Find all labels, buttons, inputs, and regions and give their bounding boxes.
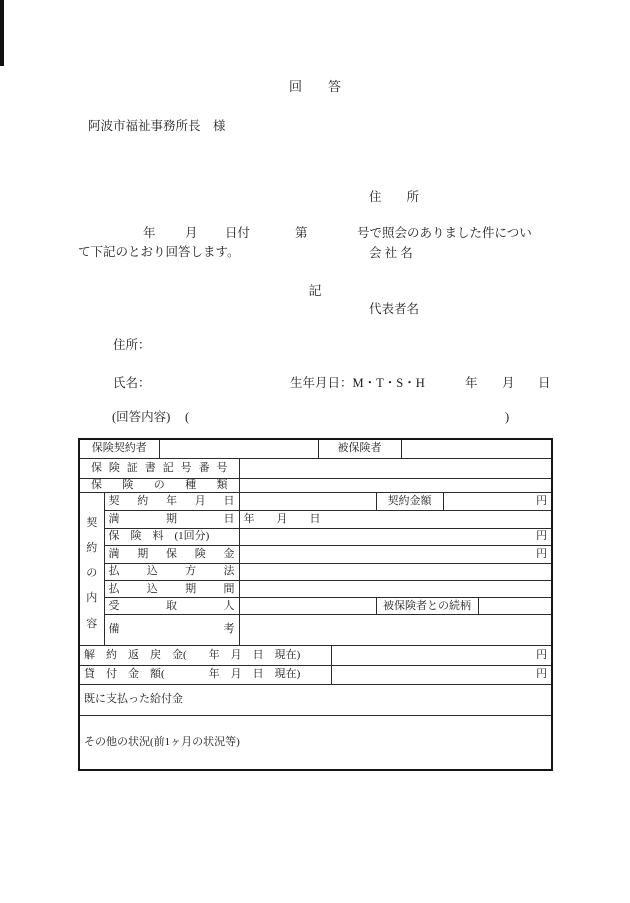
maturity-benefit-value-cell xyxy=(239,545,552,563)
maturity-benefit-label-cell: 満 期 保 険 金 xyxy=(104,545,239,563)
beneficiary-value-cell xyxy=(239,598,376,615)
table-row xyxy=(79,615,552,645)
sender-representative-label: 代表者名 xyxy=(369,302,420,316)
table-row xyxy=(79,715,552,770)
insured-value-cell xyxy=(401,439,552,458)
insurance-type-value-cell xyxy=(239,478,552,492)
table-row xyxy=(79,598,552,615)
ref-year-label: 年 xyxy=(143,226,156,240)
loan-amount-label-cell: 貸 付 金 額( 年 月 日 現在) xyxy=(79,665,331,684)
sender-block xyxy=(369,151,419,355)
maturity-date-value-cell: 年 月 日 xyxy=(239,510,552,528)
relation-value-cell xyxy=(478,598,552,615)
ref-inquiry-text: 号で照会のありました件につい xyxy=(357,226,532,240)
payment-method-value-cell xyxy=(239,563,552,580)
birthdate-label: 生年月日：M・T・S・H xyxy=(290,376,425,390)
contract-section-vertical-text: 契 約 の 内 容 xyxy=(86,516,98,630)
contract-date-label-cell: 契 約 年 月 日 xyxy=(104,492,239,510)
sender-company-label: 会 社 名 xyxy=(369,246,413,260)
yen-unit: 円 xyxy=(536,530,548,543)
yen-unit: 円 xyxy=(536,648,548,661)
policyholder-label-cell: 保険契約者 xyxy=(79,439,159,458)
loan-amount-value-cell xyxy=(331,665,552,684)
yen-unit: 円 xyxy=(536,494,548,507)
table-row xyxy=(79,645,552,665)
insured-label-cell: 被保険者 xyxy=(318,439,401,458)
maturity-date-label-cell: 満 期 日 xyxy=(104,510,239,528)
name-label: 氏名： xyxy=(113,376,151,390)
document-title: 回 答 xyxy=(288,79,341,94)
other-status-cell: その他の状況(前1ヶ月の状況等) xyxy=(79,715,552,770)
table-row xyxy=(79,684,552,715)
payment-method-label-cell: 払 込 方 法 xyxy=(104,563,239,580)
ref-day-label: 日付 xyxy=(225,226,251,240)
surrender-value-cell xyxy=(331,645,552,665)
scan-artifact-mark xyxy=(0,0,4,66)
reply-paren-open: ( xyxy=(185,410,190,424)
premium-label-cell: 保 険 料 (1回分) xyxy=(104,528,239,545)
payment-term-value-cell xyxy=(239,581,552,598)
table-row xyxy=(79,545,552,563)
recipient-line: 阿波市福祉事務所長 様 xyxy=(88,119,226,133)
ref-no-prefix: 第 xyxy=(295,226,308,240)
contract-amount-label-cell: 契約金額 xyxy=(376,492,443,510)
sender-address-label: 住 所 xyxy=(369,190,420,204)
insurance-type-label-cell: 保 険 の 種 類 xyxy=(79,478,239,492)
yen-unit: 円 xyxy=(536,668,548,680)
insurance-form-table xyxy=(78,438,553,771)
birth-day-label: 日 xyxy=(538,376,551,390)
certificate-no-label-cell: 保 険 証 書 記 号 番 号 xyxy=(79,458,239,478)
remarks-value-cell xyxy=(239,615,552,645)
paid-benefit-cell: 既に支払った給付金 xyxy=(79,684,552,715)
address-label: 住所： xyxy=(113,338,151,352)
remarks-label-cell: 備 考 xyxy=(104,615,239,645)
reply-content-label: (回答内容) xyxy=(112,410,171,424)
yen-unit: 円 xyxy=(536,547,548,560)
ref-month-label: 月 xyxy=(185,226,198,240)
table-row xyxy=(79,563,552,580)
birth-year-label: 年 xyxy=(465,376,478,390)
contract-date-value-cell xyxy=(239,492,376,510)
table-row xyxy=(79,528,552,545)
payment-term-label-cell: 払 込 期 間 xyxy=(104,581,239,598)
ref-inquiry-text2: て下記のとおり回答します。 xyxy=(78,245,240,259)
birth-month-label: 月 xyxy=(502,376,515,390)
contract-amount-value-cell xyxy=(443,492,552,510)
relation-label-cell: 被保険者との続柄 xyxy=(376,598,478,615)
table-row xyxy=(79,439,552,458)
policyholder-value-cell xyxy=(159,439,318,458)
table-row xyxy=(79,510,552,528)
table-row xyxy=(79,458,552,478)
contract-section-label xyxy=(79,492,104,645)
table-row xyxy=(79,581,552,598)
table-row xyxy=(79,478,552,492)
certificate-no-value-cell xyxy=(239,458,552,478)
table-row xyxy=(79,492,552,510)
surrender-value-label-cell: 解 約 返 戻 金( 年 月 日 現在) xyxy=(79,645,331,665)
reply-paren-close: ) xyxy=(505,410,510,424)
ki-heading: 記 xyxy=(308,283,322,298)
table-row xyxy=(79,665,552,684)
premium-value-cell xyxy=(239,528,552,545)
beneficiary-label-cell: 受 取 人 xyxy=(104,598,239,615)
